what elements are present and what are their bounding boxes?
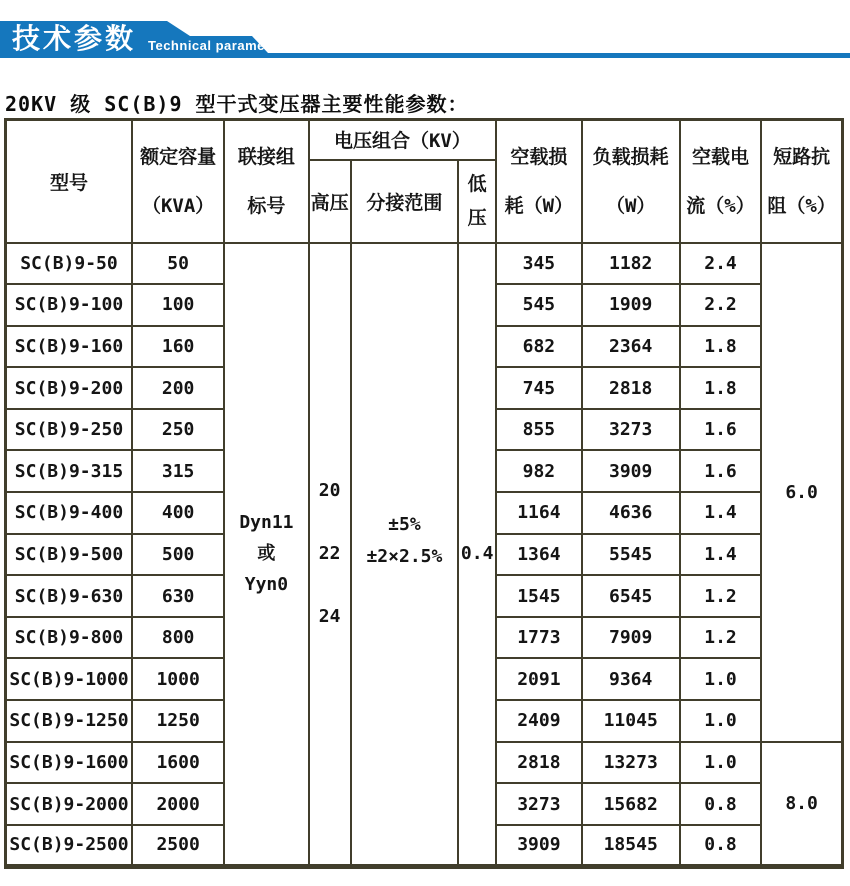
model-cell: SC(B)9-50 [6, 243, 132, 285]
capacity-cell: 100 [132, 284, 224, 326]
hv-value: 24 [318, 605, 341, 627]
load-loss-cell: 4636 [582, 492, 680, 534]
tap-range-cell [351, 243, 458, 867]
model-cell: SC(B)9-200 [6, 367, 132, 409]
model-cell: SC(B)9-2000 [6, 783, 132, 825]
tap-range-value: ±2×2.5% [366, 545, 443, 567]
model-cell: SC(B)9-315 [6, 450, 132, 492]
model-cell: SC(B)9-1000 [6, 658, 132, 700]
spec-table [4, 118, 844, 869]
load-loss-cell: 2364 [582, 326, 680, 368]
hv-value: 22 [318, 542, 341, 564]
col-header-no-load-loss [496, 120, 581, 243]
banner [0, 0, 850, 64]
load-loss-cell: 2818 [582, 367, 680, 409]
col-header-voltage-combo: 电压组合（KV） [309, 120, 497, 160]
no-load-current-cell: 1.4 [680, 534, 761, 576]
load-loss-cell: 15682 [582, 783, 680, 825]
load-loss-cell: 13273 [582, 742, 680, 784]
no-load-current-cell: 1.4 [680, 492, 761, 534]
load-loss-cell: 5545 [582, 534, 680, 576]
model-cell: SC(B)9-1250 [6, 700, 132, 742]
page-title: 20KV 级 SC(B)9 型干式变压器主要性能参数： [5, 92, 469, 116]
capacity-cell: 800 [132, 617, 224, 659]
header-line: 标号 [247, 194, 286, 217]
no-load-loss-cell: 2409 [496, 700, 581, 742]
col-header-hv: 高压 [309, 160, 351, 243]
impedance-cell: 8.0 [761, 742, 842, 867]
hv-value: 20 [318, 479, 341, 501]
no-load-loss-cell: 855 [496, 409, 581, 451]
no-load-current-cell: 1.0 [680, 658, 761, 700]
lv-value-cell: 0.4 [458, 243, 496, 867]
no-load-current-cell: 1.6 [680, 450, 761, 492]
header-line: 低 [467, 172, 487, 195]
hv-values-cell [309, 243, 351, 867]
no-load-current-cell: 1.8 [680, 367, 761, 409]
capacity-cell: 200 [132, 367, 224, 409]
header-line: 耗（W） [504, 194, 574, 217]
no-load-loss-cell: 1164 [496, 492, 581, 534]
model-cell: SC(B)9-800 [6, 617, 132, 659]
banner-subtitle: Technical parameter [148, 38, 283, 53]
load-loss-cell: 9364 [582, 658, 680, 700]
connection-group-values [225, 513, 307, 595]
table-row [6, 243, 843, 285]
capacity-cell: 2500 [132, 825, 224, 867]
banner-title: 技术参数 [12, 22, 137, 55]
header-line: （W） [605, 194, 656, 217]
no-load-current-cell: 0.8 [680, 825, 761, 867]
load-loss-cell: 18545 [582, 825, 680, 867]
no-load-current-cell: 0.8 [680, 783, 761, 825]
model-cell: SC(B)9-500 [6, 534, 132, 576]
no-load-current-cell: 1.6 [680, 409, 761, 451]
no-load-loss-cell: 682 [496, 326, 581, 368]
table-body [6, 243, 843, 867]
no-load-loss-cell: 745 [496, 367, 581, 409]
header-line: 负载损耗 [592, 145, 669, 168]
model-cell: SC(B)9-1600 [6, 742, 132, 784]
col-header-connection-group [224, 120, 308, 243]
no-load-current-cell: 1.0 [680, 742, 761, 784]
no-load-loss-cell: 1773 [496, 617, 581, 659]
col-header-impedance [761, 120, 842, 243]
capacity-cell: 1250 [132, 700, 224, 742]
capacity-cell: 250 [132, 409, 224, 451]
tap-range-values [352, 515, 457, 567]
no-load-current-cell: 1.8 [680, 326, 761, 368]
col-header-no-load-current [680, 120, 761, 243]
no-load-current-cell: 2.4 [680, 243, 761, 285]
header-line: 短路抗 [773, 145, 831, 168]
no-load-current-cell: 1.2 [680, 575, 761, 617]
capacity-cell: 160 [132, 326, 224, 368]
load-loss-cell: 3909 [582, 450, 680, 492]
col-header-model: 型号 [6, 120, 132, 243]
capacity-cell: 1000 [132, 658, 224, 700]
col-header-tap-range: 分接范围 [351, 160, 458, 243]
connection-line: 或 [257, 542, 276, 564]
connection-line: Dyn11 [239, 511, 294, 533]
load-loss-cell: 1909 [582, 284, 680, 326]
header-line: 流（%） [686, 194, 755, 217]
model-cell: SC(B)9-2500 [6, 825, 132, 867]
col-header-capacity [132, 120, 224, 243]
tap-range-value: ±5% [388, 513, 421, 535]
header-line: 压 [467, 206, 487, 229]
model-cell: SC(B)9-250 [6, 409, 132, 451]
header-line: 额定容量 [140, 145, 217, 168]
capacity-cell: 1600 [132, 742, 224, 784]
impedance-cell: 6.0 [761, 243, 842, 742]
connection-group-cell [224, 243, 308, 867]
load-loss-cell: 1182 [582, 243, 680, 285]
load-loss-cell: 11045 [582, 700, 680, 742]
no-load-loss-cell: 3909 [496, 825, 581, 867]
no-load-loss-cell: 1545 [496, 575, 581, 617]
capacity-cell: 630 [132, 575, 224, 617]
no-load-current-cell: 2.2 [680, 284, 761, 326]
header-line: 联接组 [237, 145, 295, 168]
capacity-cell: 500 [132, 534, 224, 576]
no-load-loss-cell: 345 [496, 243, 581, 285]
no-load-loss-cell: 982 [496, 450, 581, 492]
col-header-load-loss [582, 120, 680, 243]
header-line: 空载电 [691, 145, 749, 168]
model-cell: SC(B)9-400 [6, 492, 132, 534]
header-row-1 [6, 120, 843, 160]
header-line: （KVA） [141, 194, 215, 217]
connection-line: Yyn0 [244, 573, 289, 595]
no-load-loss-cell: 3273 [496, 783, 581, 825]
load-loss-cell: 7909 [582, 617, 680, 659]
load-loss-cell: 6545 [582, 575, 680, 617]
hv-values [310, 481, 350, 627]
no-load-loss-cell: 1364 [496, 534, 581, 576]
capacity-cell: 400 [132, 492, 224, 534]
model-cell: SC(B)9-160 [6, 326, 132, 368]
capacity-cell: 50 [132, 243, 224, 285]
col-header-lv [458, 160, 496, 243]
load-loss-cell: 3273 [582, 409, 680, 451]
no-load-loss-cell: 545 [496, 284, 581, 326]
header-line: 空载损 [510, 145, 568, 168]
capacity-cell: 2000 [132, 783, 224, 825]
model-cell: SC(B)9-100 [6, 284, 132, 326]
no-load-loss-cell: 2091 [496, 658, 581, 700]
header-line: 阻（%） [767, 194, 836, 217]
no-load-loss-cell: 2818 [496, 742, 581, 784]
capacity-cell: 315 [132, 450, 224, 492]
no-load-current-cell: 1.0 [680, 700, 761, 742]
no-load-current-cell: 1.2 [680, 617, 761, 659]
model-cell: SC(B)9-630 [6, 575, 132, 617]
